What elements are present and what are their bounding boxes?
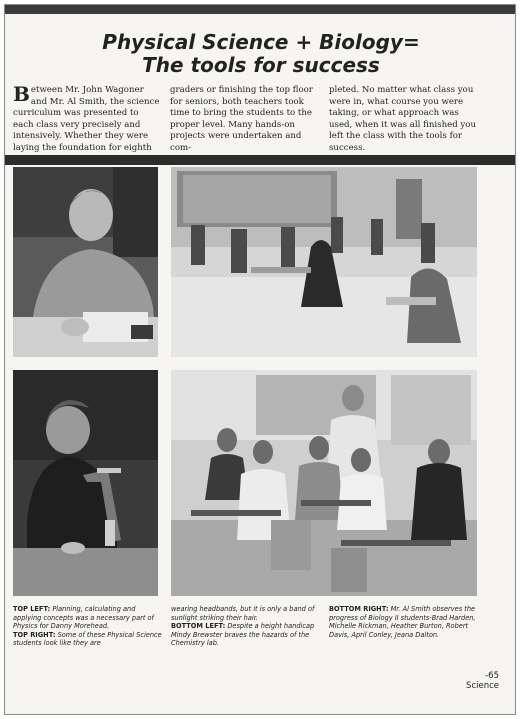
photo-bottom-right-biology-class [171,370,477,596]
caption-top-right-text: Some of these Physical Science students look like they are [13,630,162,648]
photo-top-left-student-writing [13,167,158,357]
title-line-1: Physical Science + Biology= [102,30,420,54]
page-title [5,31,516,77]
caption-bottom-right-text: Mr. Al Smith observes the progress of Biology II students-Brad Harden, Michelle Rickman, Heather Burton, Robert Davis, April Conley, Jeana Dalton. [329,605,476,639]
yearbook-page [4,4,516,715]
photo-top-right-classroom [171,167,477,357]
caption-top-left-text: Planning, calculating and applying concepts was a necessary part of Physics for Danny Morehead. [13,605,154,631]
caption-bottom-left-label: BOTTOM LEFT: [171,622,226,631]
page-folio [466,671,499,691]
caption-top-right-label: TOP RIGHT: [13,630,56,639]
caption-bottom-right-label: BOTTOM RIGHT: [329,605,389,613]
body-column-3: pleted. No matter what class you were in, what course you were taking, or what approach was used, when it was all finished you left the class with the tools for success. [329,85,476,153]
caption-column-3 [329,605,481,639]
caption-top-left-label: TOP LEFT: [13,605,51,613]
body-column-1 [13,82,161,155]
top-border-strip [5,5,515,14]
section-name: Science [466,681,499,691]
divider-band [5,155,515,165]
caption-column-1 [13,605,163,648]
caption-continued-text: wearing headbands, but it is only a band of sunlight striking their hair. [171,605,315,622]
title-line-2: The tools for success [142,53,380,77]
caption-bottom-left-text: Despite a height handicap Mindy Brewster braves the hazards of the Chemistry lab. [171,622,315,648]
body-column-1-text: etween Mr. John Wagoner and Mr. Al Smith, the science curriculum was presented to each class very precisely and intensively. Whether they were laying the foundation for eighth [13,85,160,153]
drop-cap: B [13,82,30,106]
body-column-2: graders or finishing the top floor for seniors, both teachers took time to bring the students to the proper level. Many hands-on projects were undertaken and com- [170,85,313,153]
page-number: -65 [485,671,499,681]
caption-column-2 [171,605,321,648]
photo-bottom-left-chemistry-lab [13,370,158,596]
